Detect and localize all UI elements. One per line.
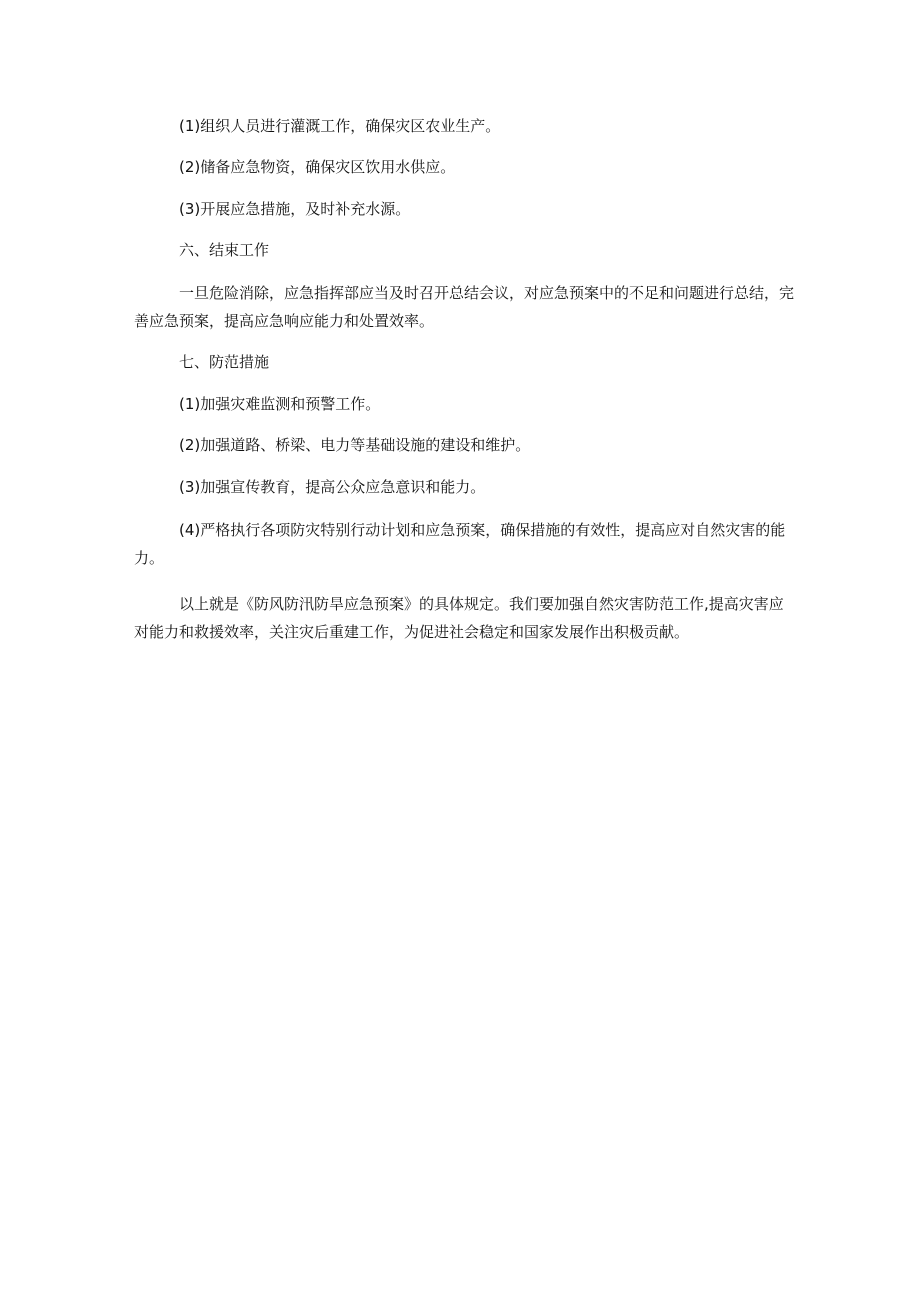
paragraph-action-plan: (4)严格执行各项防灾特别行动计划和应急预案，确保措施的有效性，提高应对自然灾害的能力。 [134, 521, 786, 567]
paragraph-supplies: (2)储备应急物资，确保灾区饮用水供应。 [179, 158, 456, 176]
paragraph-education: (3)加强宣传教育，提高公众应急意识和能力。 [179, 478, 486, 496]
paragraph-infrastructure: (2)加强道路、桥梁、电力等基础设施的建设和维护。 [179, 436, 531, 454]
section-heading-closing: 六、结束工作 [179, 241, 270, 259]
paragraph-conclusion: 以上就是《防风防汛防旱应急预案》的具体规定。我们要加强自然灾害防范工作,提高灾害应对能力和救援效率，关注灾后重建工作，为促进社会稳定和国家发展作出积极贡献。 [134, 595, 784, 641]
section-heading-prevention: 七、防范措施 [179, 353, 270, 371]
paragraph-irrigation: (1)组织人员进行灌溉工作，确保灾区农业生产。 [179, 117, 501, 135]
paragraph-closing-meeting: 一旦危险消除，应急指挥部应当及时召开总结会议，对应急预案中的不足和问题进行总结，完善应急预案，提高应急响应能力和处置效率。 [134, 284, 795, 330]
paragraph-water-source: (3)开展应急措施，及时补充水源。 [179, 200, 411, 218]
paragraph-monitoring: (1)加强灾难监测和预警工作。 [179, 395, 381, 413]
